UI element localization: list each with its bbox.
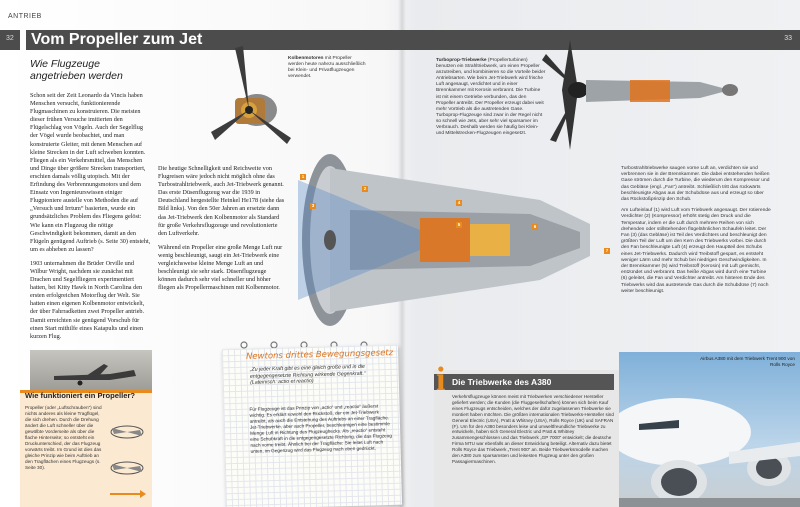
caption-bold: Kolbenmotoren [288,56,324,61]
page-number-right: 33 [784,35,792,42]
header-accent [20,30,26,50]
notebook-quote: „Zu jeder Kraft gibt es eine gleich große und in die entgegengesetzte Richtung wirkende Gegenkraft.“ (Lateinisch: actio et reactio) [249,363,366,387]
body-paragraph: Die heutige Schnelligkeit und Reichweite von Flugreisen wäre jedoch nicht möglich ohne das Turbostrahltriebwerk, auch Jet-Triebwerk genannt. Das erste Düsenflugzeug war die 1939 in Deutschland hergestellte Heinkel He178 (siehe das Bild links). Von den 50er Jahren an ersetzte dann das Jet-Triebwerk den Kolbenmotor als Standard für große Verkehrsflugzeuge und revolutionierte den Luftverkehr. [158,165,285,237]
body-column-2 [158,165,286,298]
body-paragraph: Schon seit der Zeit Leonardo da Vincis haben Menschen versucht, funktionierende Flugmaschinen zu konstruieren. Die meisten dieser frühen Versuche imitierten den Flügelschlag von Vögeln. Auch der Segelflug der Vögel wurde beobachtet, und man konstruierte Gleiter, mit denen Menschen auf kleine Strecken in der Luft schweben konnten. Fliegen als ein Verkehrsmittel, das Menschen und Dinge über größere Strecken transportiert, erschien damals völlig utopisch. Mit der Erfindung des Verbrennungsmotors und dem Einsatz von Ingenieurswissen einiger Flugpioniere austelle von Methoden die auf „Versuch und Irrtum“ basierten, wurde ein grundsätzliches Problem des Fliegens gelöst: Wie kann ein Flugzeug die nötige Geschwindigkeit bekommen, damit an den Flügeln genügend Auftrieb (s. Seite 30) entsteht, um es abheben zu lassen? [30,92,151,253]
caption-bold: Turboprop-Triebwerke [436,58,487,63]
explanation-paragraph: Turbostrahltriebwerke saugen vorne Luft an, verdichten sie und verbrennen sie in der Brennkammer. Die dabei entstehenden heißen Gase strömen durch die Turbine, die wiederum den Kompressor und das Gebläse (engl. „Fan“) antreibt. Schließlich tritt das rückwärts beschleunigte Abgas aus der Schubdüse aus und erzeugt so über das Rückstoßprinzip den Schub. [621,166,770,203]
jet-engine-illustration [290,140,620,340]
notebook-text: Für Flugzeuge ist das Prinzip von „actio“ und „reactio“ äußerst wichtig. Es erklärt sowohl den Rückstoß, der ein Jet-Triebwerk antreibt, als auch die Entstehung des Auftriebs an einer Tragfläche. Jet-Triebwerke, aber auch Propeller, beschleunigen eine bestimmte Menge Luft in Richtung des Flugzeughecks. Als „reactio“ entsteht eine Schubkraft in die entgegengesetzte Richtung, die das Flugzeug nach vorne treibt. Ähnlich bei der Tragfläche: Sie leitet Luft nach unten, im Gegenzug wird das Flugzeug nach oben gedrückt. [249,403,393,454]
body-paragraph: Während ein Propeller eine große Menge Luft nur wenig beschleunigt, saugt ein Jet-Triebwerk eine vergleichsweise kleine Menge Luft an und beschleunigt sie sehr stark. Düsenflugzeuge können dadurch sehr viel schneller und höher fliegen als Propellermaschinen mit Kolbenmotor. [158,243,283,292]
a380-aircraft-icon [619,372,800,507]
page-number-left: 32 [6,35,14,42]
info-initial: i [436,361,446,398]
a380-heading: Die Triebwerke des A380 [434,374,614,390]
vintage-jet-icon [50,360,140,386]
engine-explanation [621,166,771,300]
a380-photo [619,352,800,507]
page-subtitle: Wie Flugzeuge angetrieben werden [30,58,123,82]
info-box-text: Propeller (oder „Luftschrauben“) sind nichts anderes als kleine Tragflügel, die sich drehen. Durch die Drehung ändert die Luft schneller über die gewölbte Vorderseite als über die flache Hinterseite; so entsteht ein Druckunterschied, der das Flugzeug vorwärts treibt. Im Grund ist dies das gleiche Prinzip wie beim Auftrieb an den Tragflächen eines Flugzeugs (s. Seite 30). [25,405,102,470]
vintage-aircraft-photo [30,350,152,390]
diagram-marker: 3 [311,203,315,208]
a380-text: Verkehrsflugzeuge können meist mit Triebwerken verschiedener Hersteller geliefert werden; die Kunden (die Fluggesellschaften) können sich beim Kauf eines Flugzeugs entscheiden, welches der dafür zugelassenen Triebwerke sie montiert haben möchten. Die größten internationalen Triebwerks-Hersteller sind General Electric (USA), Pratt & Whitney (USA), Rolls Royce (UK) und SAFRAN (F). Um für den A380 besonders leise und umweltfreundliche Triebwerke zu entwickeln, haben sich General Electric und Pratt & Whitney zusammengeschlossen und das Triebwerk „GP 7000“ entwickelt; die deutsche Firma MTU war ebenfalls an dieser Entwicklung beteiligt. Alternativ dazu bietet Rolls Royce das Triebwerk „Trent 900“ an. Beide Triebwerksmodelle machen den A380 zum sparsamsten und leisesten Flugzeug unter den großen Passagiermaschinen. [452,394,614,464]
propeller-rotation-illustration [104,408,150,504]
diagram-marker: 7 [605,248,609,253]
diagram-marker: 6 [533,224,537,229]
notebook-title: Newtons drittes Bewegungsgesetz [245,348,394,362]
piston-engine-illustration [205,40,295,150]
body-paragraph: 1903 unternahmen die Brüder Orville und Wilbur Wright, nachdem sie zunächst mit Drachen und Segelfliegern experimentiert hatten, bei Kitty Hawk in North Carolina den ersten erfolgreichen Motorflug der Welt. Sie hatten einen eigenen Kolbenmotor entwickelt, der über Fahrradketten zwei Propeller antrieb. Damit erreichten sie genügend Vorschub für einen Start mithilfe eines Katapults und einen kurzen Flug. [30,259,145,340]
section-label: ANTRIEB [8,13,42,20]
diagram-marker: 2 [363,186,367,191]
photo-caption: Airbus A380 mit dem Triebwerk Trent 900 von Rolls Royce [700,356,795,367]
info-box-title: Wie funktioniert ein Propeller? [25,391,136,400]
diagram-marker: 4 [457,200,461,205]
body-column-1 [30,92,152,347]
caption-text: mit Propeller werden heute nahezu ausschließlich bei Klein- und Privatflugzeugen verwendet. [288,56,366,80]
diagram-marker: 5 [457,222,461,227]
page-title: Vom Propeller zum Jet [31,31,203,48]
explanation-paragraph: Am Lufteinlauf (1) wird Luft vom Triebwerk angesaugt. Der rotierende Verdichter (2) (Kompressor) erhöht stetig den Druck und die Temperatur, indem er die Luft durch mehrere Reihen von sich drehenden oder stillstehenden flügelähnlichen Schaufeln leitet. Der Fan (3) (das Gebläse) ist Teil des Verdichters und beschleunigt den größten Teil der Luft um den Kern des Triebwerks vorbei. Die durch den Fan beschleunigte Luft (4) erzeugt den Hauptteil des Schubs eines Jet-Triebwerks. Dadurch wird Treibstoff gespart, es entsteht weniger Lärm und mehr Schub bei niedrigen Geschwindigkeiten. In der Brennkammer (5) wird Treibstoff (Kerosin) mit Luft gemischt, entzündet und verbrannt. Das heiße Abgas wird durch eine Turbine (6) geleitet, die Fan und Verdichter antreibt. Am hinteren Ende des Triebwerks wird das austretende Gas durch die Schubdüse (7) noch weiter beschleunigt. [621,208,771,294]
turboprop-caption [436,58,546,137]
diagram-marker: 1 [301,174,305,179]
caption-text: (Propellerturbinen) benutzen ein Strahltriebwerk, um einen Propeller anzutreiben, und kombinieren so die Vorteile beider Antriebsarten. Wie beim Jet-Triebwerk wird frische Luft angesaugt, verdichtet und in einer Brennkammer mit Kerosin verbrannt. Die Turbine ist mit einem Getriebe verbunden, das den Propeller antreibt. Der Propeller erzeugt dabei weit mehr Vortrieb als die austretenden Gase. Turboprop-Flugzeuge sind zwar in der Regel nicht so schnell wie Jets, aber sehr viel sparsamer im Verbrauch. Deshalb werden sie häufig bei Klein- und Mittelstrecken-Flugzeugen eingesetzt. [436,58,546,137]
piston-caption [288,56,366,80]
